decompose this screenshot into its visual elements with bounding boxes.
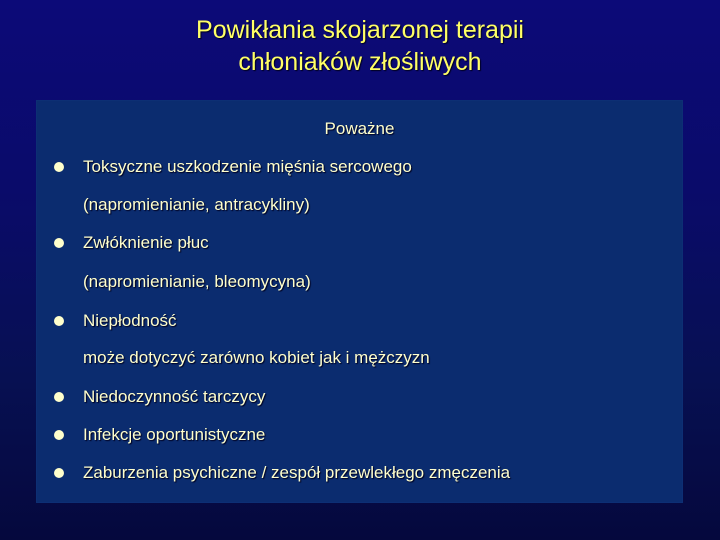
bullet-icon — [54, 392, 64, 402]
slide-title-line-1: Powikłania skojarzonej terapii — [196, 16, 524, 44]
bullet-item-infertility — [83, 310, 177, 332]
bullet-item-pulmonary-fibrosis — [83, 232, 209, 254]
bullet-icon — [54, 238, 64, 248]
bullet-item-label: Niedoczynność tarczycy — [83, 387, 266, 406]
bullet-item-label: Zwłóknienie płuc — [83, 233, 209, 252]
bullet-note-pulmonary-fibrosis: (napromienianie, bleomycyna) — [83, 272, 311, 291]
content-panel — [37, 101, 682, 502]
bullet-item-psychiatric-disorders — [83, 462, 510, 484]
bullet-item-label: Zaburzenia psychiczne / zespół przewlekłego zmęczenia — [83, 463, 511, 482]
bullet-icon — [54, 468, 64, 478]
slide-title-line-2: chłoniaków złośliwych — [238, 48, 482, 76]
bullet-note-infertility: może dotyczyć zarówno kobiet jak i mężczyzn — [83, 348, 430, 367]
bullet-icon — [54, 430, 64, 440]
bullet-item-cardiotoxicity — [83, 156, 412, 178]
bullet-item-label: Infekcje oportunistyczne — [83, 425, 266, 444]
bullet-note-cardiotoxicity: (napromienianie, antracykliny) — [83, 195, 310, 214]
subheading: Poważne — [324, 119, 395, 138]
bullet-item-opportunistic-infections — [83, 424, 265, 446]
bullet-icon — [54, 162, 64, 172]
bullet-item-label: Toksyczne uszkodzenie mięśnia sercowego — [83, 157, 412, 176]
bullet-item-hypothyroidism — [83, 386, 265, 408]
bullet-icon — [54, 316, 64, 326]
bullet-item-label: Niepłodność — [83, 311, 177, 330]
slide-title — [0, 14, 720, 78]
